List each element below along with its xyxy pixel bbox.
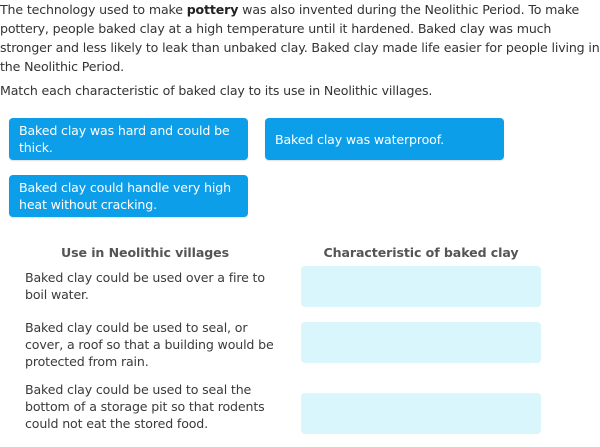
intro-text-start: The technology used to make [0, 2, 187, 17]
drop-zone-1[interactable] [301, 266, 541, 307]
use-item-storage-pit: Baked clay could be used to seal the bottom of a storage pit so that rodents could not eat the stored food. [25, 382, 265, 431]
tile-label: Baked clay could handle very high heat without cracking. [19, 180, 231, 212]
column-header-characteristic: Characteristic of baked clay [323, 245, 519, 260]
drop-zone-3[interactable] [301, 393, 541, 434]
draggable-tile-hard-thick[interactable] [9, 118, 248, 160]
tile-label: Baked clay was waterproof. [275, 131, 444, 147]
draggable-tile-waterproof[interactable] [265, 118, 504, 160]
use-item-seal-roof: Baked clay could be used to seal, or cover, a roof so that a building would be protected from rain. [25, 320, 274, 369]
column-header-use: Use in Neolithic villages [60, 245, 230, 260]
tile-label: Baked clay was hard and could be thick. [19, 123, 230, 155]
instruction-text: Match each characteristic of baked clay to its use in Neolithic villages. [0, 83, 433, 98]
intro-text-end: was also invented during the Neolithic Period. To make pottery, people baked clay at a high temperature until it hardened. Baked clay was much stronger and less likely to leak than unbaked clay. Baked clay made life easier for people living in the Neolithic Period. [0, 2, 600, 74]
drop-zone-2[interactable] [301, 322, 541, 363]
intro-paragraph [0, 0, 600, 76]
draggable-tile-high-heat[interactable] [9, 175, 248, 217]
use-item-boil-water: Baked clay could be used over a fire to boil water. [25, 270, 265, 302]
intro-bold-term: pottery [186, 2, 239, 17]
